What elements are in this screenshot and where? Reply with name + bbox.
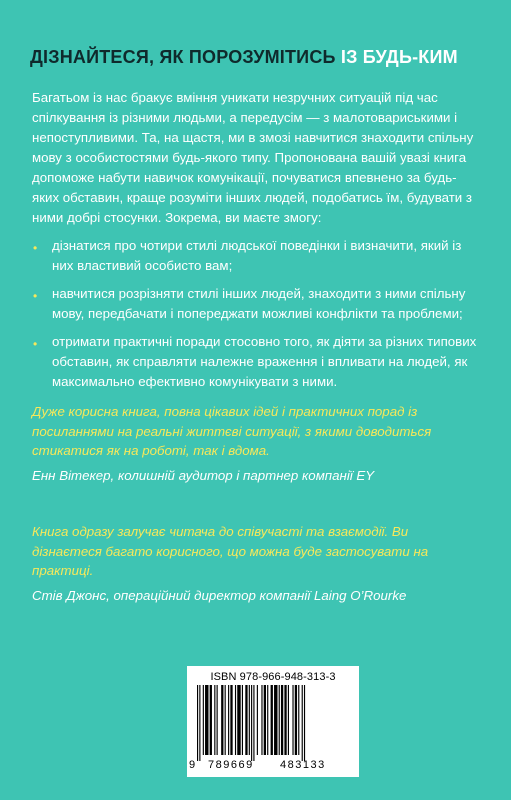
barcode-bar — [225, 685, 226, 755]
barcode-bar — [298, 685, 299, 755]
barcode-bars — [197, 685, 349, 761]
barcode-bar — [284, 685, 286, 755]
barcode-bar — [281, 685, 283, 755]
quote-text: Дуже корисна книга, повна цікавих ідей і практичних порад із посиланнями на реальні життєві ситуації, з якими доводиться стикатися як на роботі, так і вдома. — [32, 404, 432, 458]
barcode-bar — [230, 685, 232, 755]
quote-author: Енн Вітекер, колишній аудитор і партнер компанії EY — [32, 467, 375, 483]
barcode-bar — [302, 685, 303, 761]
barcode-bar — [267, 685, 268, 755]
barcode-bar — [279, 685, 280, 755]
barcode-bar — [205, 685, 208, 755]
barcode-bar — [274, 685, 277, 755]
barcode-bar — [251, 685, 252, 761]
ean-first-digit: 9 — [189, 759, 197, 771]
barcode-bar — [253, 685, 254, 761]
barcode-bar — [203, 685, 204, 755]
barcode-bar — [245, 685, 247, 755]
headline-light-part: ІЗ БУДЬ-КИМ — [340, 47, 458, 67]
benefits-list — [32, 236, 480, 392]
description-block — [32, 88, 480, 400]
barcode-bar — [210, 685, 212, 755]
bullet-dot-icon: • — [33, 289, 38, 303]
quote-author: Стів Джонс, операційний директор компанії Laing O’Rourke — [32, 587, 407, 603]
barcode-bar — [237, 685, 240, 755]
barcode-bar — [228, 685, 229, 755]
barcode-label — [187, 666, 359, 777]
list-item-text: навчитися розрізняти стилі інших людей, знаходити з ними спільну мову, передбачати і попереджати можливі конфлікти та проблеми; — [52, 286, 466, 321]
intro-paragraph: Багатьом із нас бракує вміння уникати незручних ситуацій під час спілкування із різними людьми, а передусім — з малотовариськими і непоступливими. Та, на щастя, ми в змозі навчитися знаходити спільну мову з особистостями будь-якого типу. Пропонована вашій увазі книга допоможе набути навичок комунікації, почуватися впевнено за будь-яких обставин, краще розуміти інших людей, подобатись їм, будувати з ними добрі стосунки. Зокрема, ви маєте змогу: — [32, 90, 474, 225]
ean-right-group: 483133 — [280, 759, 326, 771]
barcode-bar — [217, 685, 218, 755]
barcode-bar — [264, 685, 266, 755]
barcode-bar — [197, 685, 198, 761]
headline — [30, 47, 490, 68]
barcode-bar — [271, 685, 273, 755]
barcode-bar — [257, 685, 258, 755]
isbn-label: ISBN 978-966-948-313-3 — [210, 671, 336, 683]
barcode-bar — [242, 685, 243, 755]
barcode-bar — [235, 685, 236, 755]
bullet-dot-icon: • — [33, 241, 38, 255]
barcode-bar — [249, 685, 250, 755]
bullet-dot-icon: • — [33, 337, 38, 351]
barcode-bar — [199, 685, 200, 761]
barcode-bar — [214, 685, 215, 755]
list-item — [32, 236, 480, 276]
barcode-bar — [304, 685, 305, 761]
barcode-bar — [295, 685, 297, 755]
list-item-text: дізнатися про чотири стилі людської поведінки і визначити, який із них властивий особисто вам; — [52, 238, 462, 273]
review-quote-2 — [32, 522, 480, 605]
ean-left-group: 789669 — [208, 759, 254, 771]
barcode-bar — [261, 685, 262, 755]
barcode-bar — [288, 685, 289, 755]
list-item — [32, 332, 480, 392]
list-item — [32, 284, 480, 324]
list-item-text: отримати практичні поради стосовно того, як діяти за різних типових обставин, як справляти належне враження і впливати на людей, як максимально ефективно комунікувати з ними. — [52, 334, 477, 389]
review-quote-1 — [32, 402, 480, 485]
barcode-bar — [292, 685, 293, 755]
barcode-bar — [221, 685, 223, 755]
quote-text: Книга одразу залучає читача до співучасті та взаємодії. Ви дізнаєтеся багато корисного, що можна буде застосувати на практиці. — [32, 524, 429, 578]
headline-dark-part: ДІЗНАЙТЕСЯ, ЯК ПОРОЗУМІТИСЬ — [30, 47, 341, 67]
